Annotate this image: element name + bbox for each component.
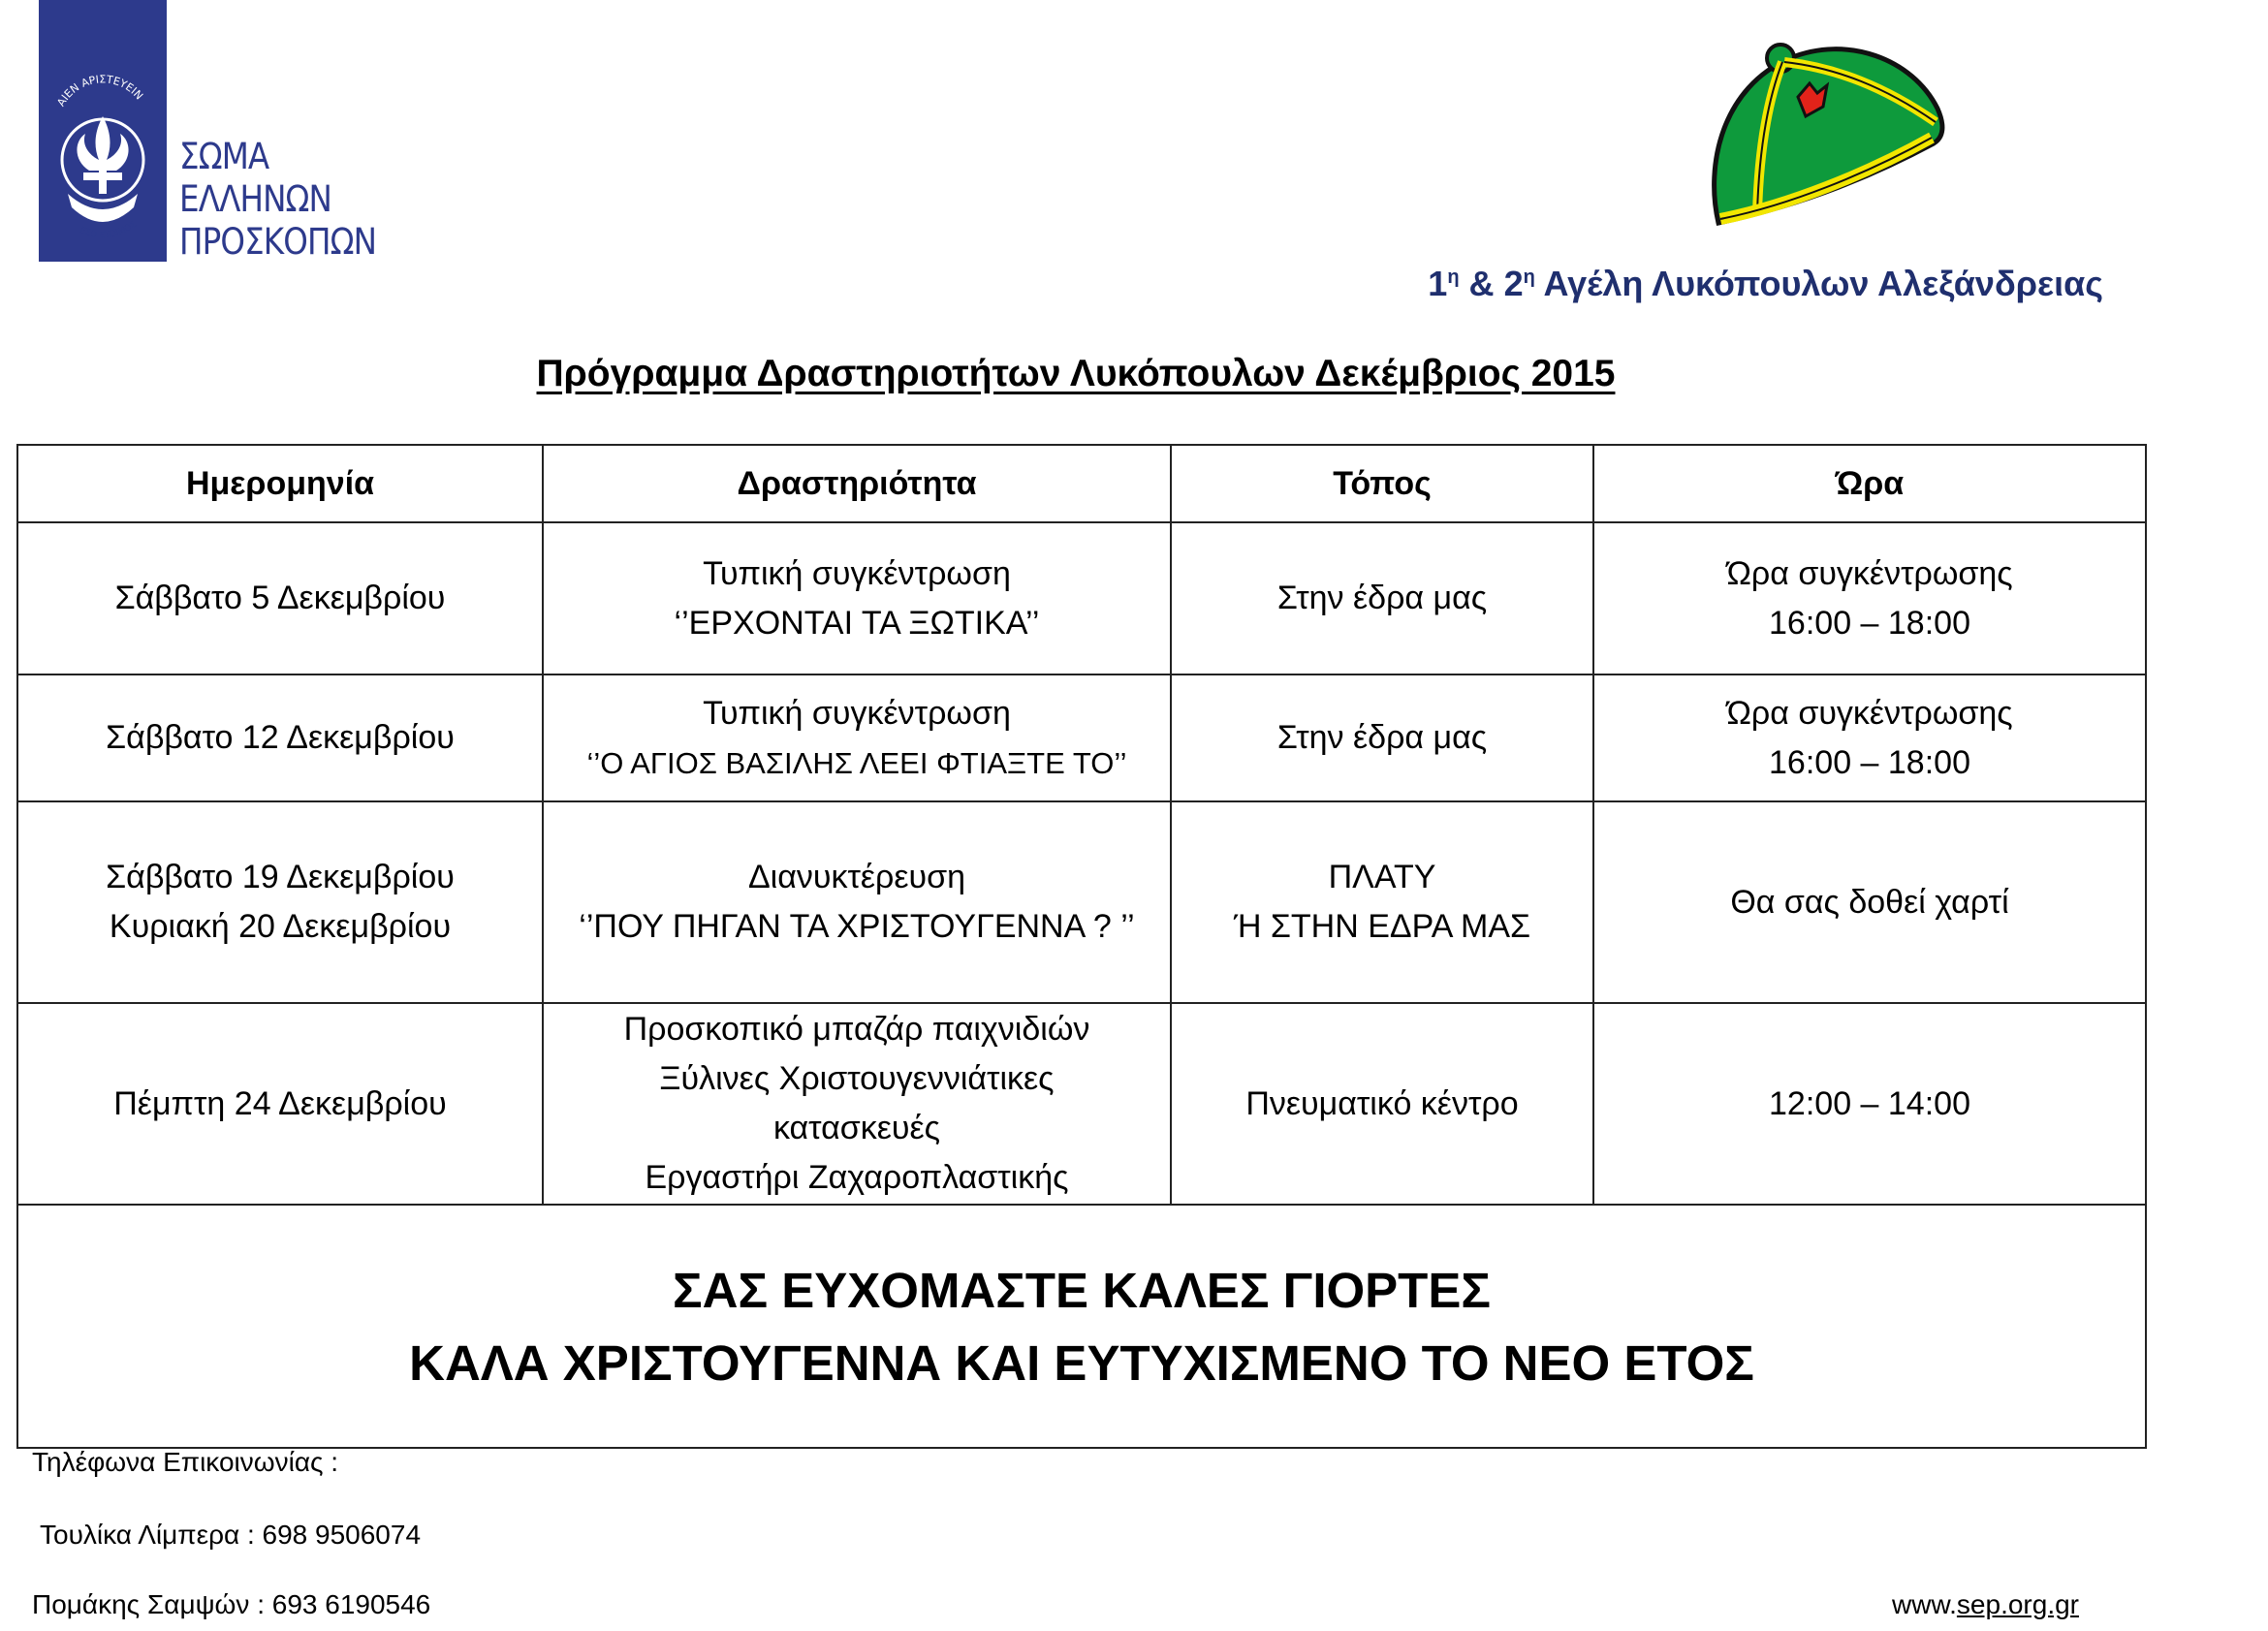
cell-line: Στην έδρα μας xyxy=(1276,580,1488,616)
org-name-line1: ΣΩΜΑ xyxy=(179,136,269,177)
cell-place xyxy=(1171,522,1593,674)
cell-line: ‘’Ο ΑΓΙΟΣ ΒΑΣΙΛΗΣ ΛΕΕΙ ΦΤΙΑΞΤΕ ΤΟ’’ xyxy=(586,745,1127,780)
cell-line: ‘’ΕΡΧΟΝΤΑΙ ΤΑ ΞΩΤΙΚΑ’’ xyxy=(674,604,1040,642)
cell-line: 16:00 – 18:00 xyxy=(1769,743,1970,781)
cell-line: 16:00 – 18:00 xyxy=(1769,604,1970,642)
table-header-row xyxy=(17,445,2146,522)
website-prefix: www. xyxy=(1892,1589,1957,1619)
svg-text:ΑΙΕΝ ΑΡΙΣΤΕΥΕΙΝ xyxy=(54,73,145,109)
cell-place xyxy=(1171,674,1593,801)
wishes-cell xyxy=(17,1205,2146,1448)
org-logo xyxy=(39,0,407,267)
contacts-heading: Τηλέφωνα Επικοινωνίας : xyxy=(32,1447,339,1477)
pack-title xyxy=(1428,264,2103,304)
pack-name: Αγέλη Λυκόπουλων Αλεξάνδρειας xyxy=(1534,264,2103,303)
pack-number-2: 2 xyxy=(1503,264,1524,303)
logo-badge xyxy=(39,0,167,262)
cell-line: ‘’ΠΟΥ ΠΗΓΑΝ ΤΑ ΧΡΙΣΤΟΥΓΕΝΝΑ ? ’’ xyxy=(579,908,1135,945)
contact-1: Τουλίκα Λίμπερα : 698 9506074 xyxy=(40,1520,422,1550)
cell-line: ΠΛΑΤΥ xyxy=(1328,859,1436,895)
document-title-text: Πρόγραμμα Δραστηριοτήτων Λυκόπουλων Δεκέμβριος 2015 xyxy=(536,353,1616,394)
cell-place xyxy=(1171,801,1593,1003)
cell-activity xyxy=(543,674,1171,801)
cell-line: Πνευματικό κέντρο xyxy=(1245,1084,1519,1122)
cell-line: Ώρα συγκέντρωσης xyxy=(1726,554,2013,592)
cell-line: Διανυκτέρευση xyxy=(747,859,966,895)
cell-line: Πέμπτη 24 Δεκεμβρίου xyxy=(113,1084,447,1122)
cub-scout-cap xyxy=(1701,29,1948,237)
contact-2: Πομάκης Σαμψών : 693 6190546 xyxy=(32,1589,431,1619)
table-row xyxy=(17,801,2146,1003)
cell-time xyxy=(1593,1003,2146,1205)
cell-line: κατασκευές xyxy=(772,1110,941,1146)
org-name-line2: ΕΛΛΗΝΩΝ xyxy=(179,178,332,220)
header-activity: Δραστηριότητα xyxy=(543,445,1171,522)
cell-time xyxy=(1593,522,2146,674)
pack-ordinal-2: η xyxy=(1523,267,1535,288)
org-name-line3: ΠΡΟΣΚΟΠΩΝ xyxy=(179,221,377,263)
cell-line: Κυριακή 20 Δεκεμβρίου xyxy=(109,908,452,945)
pack-ordinal-1: η xyxy=(1447,267,1460,288)
cell-date xyxy=(17,801,543,1003)
logo-motto: ΑΙΕΝ ΑΡΙΣΤΕΥΕΙΝ xyxy=(54,73,146,110)
cell-date xyxy=(17,674,543,801)
cell-place xyxy=(1171,1003,1593,1205)
cell-line: Στην έδρα μας xyxy=(1276,719,1488,756)
cell-activity xyxy=(543,1003,1171,1205)
wish-line-1: ΣΑΣ ΕΥΧΟΜΑΣΤΕ ΚΑΛΕΣ ΓΙΟΡΤΕΣ xyxy=(673,1262,1491,1318)
cell-line: Τυπική συγκέντρωση xyxy=(703,694,1011,732)
header-time: Ώρα xyxy=(1593,445,2146,522)
header-date: Ημερομηνία xyxy=(17,445,543,522)
cell-activity xyxy=(543,801,1171,1003)
document-title xyxy=(0,353,2152,395)
cell-line: Σάββατο 12 Δεκεμβρίου xyxy=(106,719,455,756)
wishes-row xyxy=(17,1205,2146,1448)
cell-date xyxy=(17,1003,543,1205)
wish-line-2: ΚΑΛΑ ΧΡΙΣΤΟΥΓΕΝΝΑ ΚΑΙ ΕΥΤΥΧΙΣΜΕΝΟ ΤΟ ΝΕΟ ΕΤΟΣ xyxy=(409,1334,1754,1391)
svg-text:ΕΣΟ ΕΤΟΙΜΟΣ xyxy=(79,220,139,240)
cell-line: Θα σας δοθεί χαρτί xyxy=(1730,883,2009,921)
cell-line: Ή ΣΤΗΝ ΕΔΡΑ ΜΑΣ xyxy=(1233,908,1531,945)
cell-line: Τυπική συγκέντρωση xyxy=(703,554,1011,592)
logo-badge-motto: ΕΣΟ ΕΤΟΙΜΟΣ xyxy=(78,219,139,241)
cell-line: Προσκοπικό μπαζάρ παιχνιδιών xyxy=(623,1011,1090,1048)
cell-line: Σάββατο 5 Δεκεμβρίου xyxy=(114,580,446,616)
cell-line: Σάββατο 19 Δεκεμβρίου xyxy=(106,859,455,895)
pack-ampersand: & xyxy=(1459,264,1504,303)
org-name xyxy=(179,136,376,264)
cub-scout-cap-icon xyxy=(1701,29,1948,237)
table-row xyxy=(17,1003,2146,1205)
schedule-table xyxy=(16,444,2147,1449)
pack-number-1: 1 xyxy=(1428,264,1448,303)
table-row xyxy=(17,522,2146,674)
website-domain: sep.org.gr xyxy=(1956,1589,2079,1619)
cell-time xyxy=(1593,674,2146,801)
scout-fleur-de-lis-icon xyxy=(39,0,167,262)
cell-line: Ξύλινες Χριστουγεννιάτικες xyxy=(659,1060,1055,1097)
cell-date xyxy=(17,522,543,674)
cell-line: Ώρα συγκέντρωσης xyxy=(1726,694,2013,732)
cell-line: Εργαστήρι Ζαχαροπλαστικής xyxy=(645,1159,1069,1196)
cell-time xyxy=(1593,801,2146,1003)
table-row xyxy=(17,674,2146,801)
cell-activity xyxy=(543,522,1171,674)
header-place: Τόπος xyxy=(1171,445,1593,522)
cell-line: 12:00 – 14:00 xyxy=(1769,1084,1970,1122)
website-link[interactable] xyxy=(1892,1589,2079,1620)
